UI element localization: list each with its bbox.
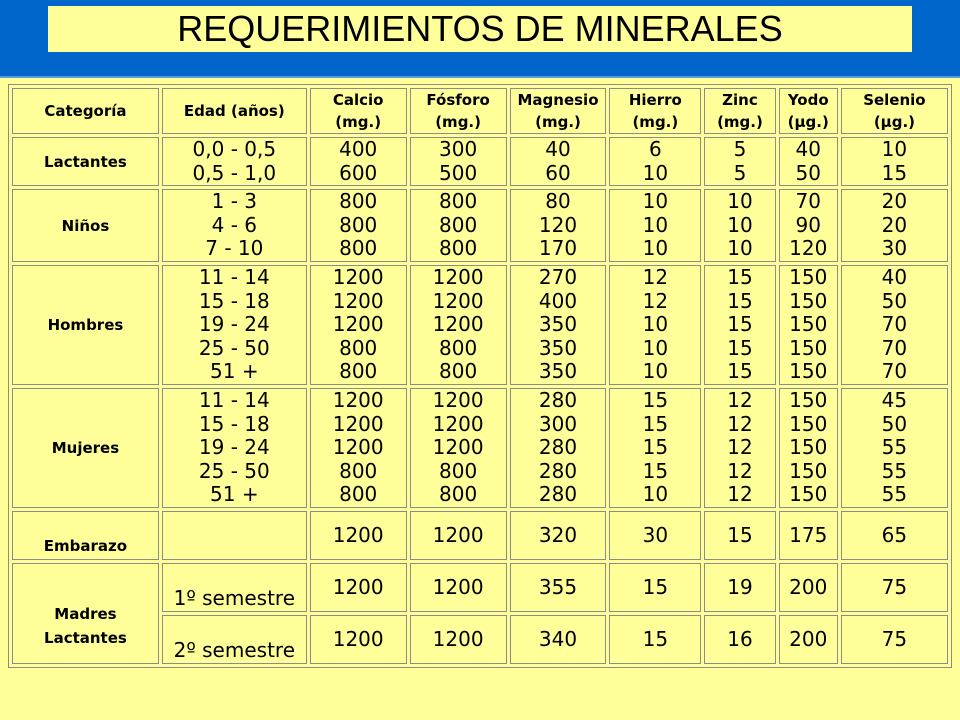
cell-value: 1200 [432, 411, 484, 436]
cell-value: 2º semestre [173, 637, 295, 662]
cell-hierro [609, 388, 701, 508]
cell-value: 800 [439, 482, 478, 507]
cell-value: 6 [648, 137, 662, 161]
cell-edad [162, 563, 307, 612]
category-label: Niños [61, 216, 110, 235]
cell-value: 15 [727, 359, 753, 384]
cell-value: 10 [642, 189, 669, 214]
cell-value: 300 [439, 137, 478, 161]
cell-fosforo [410, 189, 507, 262]
header-label: Categoría [44, 102, 127, 120]
cell-value: 70 [881, 312, 908, 337]
category-label: Lactantes [44, 152, 127, 171]
cell-value: 320 [538, 522, 578, 547]
category-label: Hombres [47, 316, 124, 334]
cell-selenio [841, 563, 948, 612]
category-cell [12, 265, 159, 385]
cell-value: 10 [642, 312, 669, 337]
cell-hierro [609, 265, 701, 385]
cell-value: 12 [642, 265, 669, 290]
cell-value: 19 - 24 [198, 312, 270, 337]
cell-value: 30 [642, 522, 669, 547]
cell-magnesio [510, 137, 607, 186]
cell-value: 15 [727, 522, 753, 547]
cell-fosforo [410, 265, 507, 385]
cell-magnesio [510, 265, 607, 385]
cell-value: 280 [538, 458, 578, 483]
cell-value: 800 [339, 212, 378, 237]
cell-value: 1º semestre [173, 585, 295, 610]
cell-magnesio [510, 615, 607, 664]
cell-value: 7 - 10 [205, 236, 264, 261]
cell-value: 170 [538, 236, 578, 261]
cell-value: 11 - 14 [198, 265, 270, 290]
cell-value: 12 [727, 388, 753, 413]
category-label: Madres Lactantes [44, 604, 127, 647]
header-hierro [609, 88, 701, 134]
cell-value: 12 [727, 435, 753, 460]
header-unit: (mg.) [435, 113, 481, 131]
cell-selenio [841, 137, 948, 186]
header-edad [162, 88, 307, 134]
category-cell [12, 137, 159, 186]
cell-value: 1200 [432, 388, 484, 413]
cell-value: 1200 [332, 312, 384, 337]
cell-value: 10 [642, 236, 669, 261]
cell-edad [162, 189, 307, 262]
cell-value: 280 [538, 482, 578, 507]
cell-value: 800 [439, 335, 478, 360]
cell-value: 40 [795, 137, 821, 161]
cell-value: 50 [881, 288, 908, 313]
header-calcio [310, 88, 407, 134]
cell-value: 150 [789, 482, 828, 507]
cell-value: 11 - 14 [198, 388, 270, 413]
cell-value: 340 [538, 626, 578, 651]
cell-zinc [704, 615, 775, 664]
cell-value: 150 [789, 435, 828, 460]
category-label: Embarazo [43, 537, 128, 555]
cell-value: 15 [642, 411, 669, 436]
cell-value: 150 [789, 265, 828, 290]
cell-value: 75 [881, 574, 908, 599]
category-cell [12, 511, 159, 560]
header-unit: (µg.) [873, 113, 915, 131]
minerals-table [8, 84, 952, 668]
cell-value: 51 + [210, 359, 259, 384]
cell-magnesio [510, 511, 607, 560]
cell-zinc [704, 189, 775, 262]
cell-value: 50 [881, 411, 908, 436]
cell-value: 1200 [332, 574, 384, 599]
cell-value: 280 [538, 435, 578, 460]
cell-value: 15 [881, 160, 908, 185]
cell-selenio [841, 189, 948, 262]
cell-value: 800 [439, 458, 478, 483]
cell-value: 200 [789, 574, 828, 599]
row-embarazo [12, 511, 948, 560]
header-categoria [12, 88, 159, 134]
header-unit: (mg.) [535, 113, 581, 131]
cell-yodo [779, 615, 838, 664]
cell-value: 12 [642, 288, 669, 313]
cell-value: 15 [727, 265, 753, 290]
cell-value: 45 [881, 388, 908, 413]
cell-value: 0,5 - 1,0 [192, 160, 277, 185]
cell-value: 5 [733, 160, 747, 185]
category-cell [12, 388, 159, 508]
cell-yodo [779, 511, 838, 560]
cell-magnesio [510, 388, 607, 508]
cell-zinc [704, 511, 775, 560]
cell-fosforo [410, 511, 507, 560]
header-unit: (mg.) [335, 113, 382, 131]
cell-value: 400 [339, 137, 378, 161]
header-label: Calcio [332, 91, 384, 109]
cell-value: 40 [545, 137, 571, 161]
cell-value: 10 [642, 482, 669, 507]
cell-value: 10 [881, 137, 908, 161]
cell-edad [162, 265, 307, 385]
cell-value: 800 [339, 189, 378, 214]
cell-value: 30 [881, 236, 908, 261]
cell-value: 1200 [332, 435, 384, 460]
cell-value: 10 [727, 189, 753, 214]
cell-value: 150 [789, 312, 828, 337]
cell-value: 70 [795, 189, 821, 214]
cell-value: 50 [795, 160, 821, 185]
cell-yodo [779, 189, 838, 262]
cell-value: 1200 [332, 522, 384, 547]
header-label: Selenio [863, 91, 926, 109]
cell-value: 800 [439, 212, 478, 237]
cell-value: 15 [727, 288, 753, 313]
cell-value: 55 [881, 482, 908, 507]
cell-yodo [779, 388, 838, 508]
header-zinc [704, 88, 775, 134]
cell-value: 5 [733, 137, 747, 161]
cell-value: 120 [789, 236, 828, 261]
cell-calcio [310, 388, 407, 508]
header-label: Fósforo [426, 91, 490, 109]
cell-value: 19 [727, 574, 753, 599]
cell-hierro [609, 615, 701, 664]
cell-value: 70 [881, 335, 908, 360]
header-label: Magnesio [517, 91, 599, 109]
cell-value: 1200 [332, 626, 384, 651]
cell-value: 1200 [332, 265, 384, 290]
cell-edad [162, 388, 307, 508]
cell-value: 70 [881, 359, 908, 384]
cell-hierro [609, 137, 701, 186]
row-mujeres [12, 388, 948, 508]
cell-value: 1200 [432, 435, 484, 460]
row-madres-lactantes-1 [12, 563, 948, 612]
cell-selenio [841, 388, 948, 508]
slide-title: REQUERIMIENTOS DE MINERALES [177, 8, 783, 49]
cell-value: 150 [789, 458, 828, 483]
cell-value: 1200 [432, 288, 484, 313]
cell-value: 1200 [432, 312, 484, 337]
cell-value: 55 [881, 458, 908, 483]
cell-zinc [704, 137, 775, 186]
category-cell [12, 563, 159, 664]
cell-hierro [609, 189, 701, 262]
cell-fosforo [410, 388, 507, 508]
cell-value: 10 [727, 236, 753, 261]
cell-value: 55 [881, 435, 908, 460]
cell-value: 20 [881, 189, 908, 214]
cell-value: 15 [642, 458, 669, 483]
cell-value: 15 [642, 574, 669, 599]
cell-value: 800 [339, 458, 378, 483]
cell-value: 800 [339, 236, 378, 261]
cell-value: 12 [727, 458, 753, 483]
cell-value: 800 [439, 359, 478, 384]
cell-value: 10 [642, 359, 669, 384]
cell-value: 25 - 50 [198, 335, 270, 360]
cell-value: 15 [642, 626, 669, 651]
header-unit: (mg.) [632, 113, 679, 131]
cell-value: 800 [439, 189, 478, 214]
cell-value: 150 [789, 359, 828, 384]
cell-value: 20 [881, 212, 908, 237]
cell-value: 15 [727, 335, 753, 360]
cell-value: 200 [789, 626, 828, 651]
cell-calcio [310, 189, 407, 262]
cell-value: 600 [339, 160, 378, 185]
cell-value: 1200 [432, 574, 484, 599]
cell-value: 400 [538, 288, 578, 313]
header-label: Yodo [787, 91, 829, 109]
cell-value: 60 [545, 160, 571, 185]
cell-yodo [779, 563, 838, 612]
cell-value: 10 [642, 160, 669, 185]
cell-value: 19 - 24 [198, 435, 270, 460]
cell-value: 51 + [210, 482, 259, 507]
category-cell [12, 189, 159, 262]
cell-value: 15 [727, 312, 753, 337]
cell-value: 10 [642, 335, 669, 360]
header-unit: (µg.) [787, 113, 829, 131]
cell-value: 1200 [432, 626, 484, 651]
cell-value: 800 [339, 482, 378, 507]
cell-value: 1200 [332, 288, 384, 313]
cell-edad [162, 511, 307, 560]
category-label: Mujeres [51, 439, 120, 457]
cell-value: 800 [339, 359, 378, 384]
row-ninos [12, 189, 948, 262]
cell-edad [162, 137, 307, 186]
cell-calcio [310, 137, 407, 186]
cell-value: 500 [439, 160, 478, 185]
header-selenio [841, 88, 948, 134]
cell-value: 1200 [432, 522, 484, 547]
cell-yodo [779, 137, 838, 186]
cell-value: 175 [789, 522, 828, 547]
row-lactantes [12, 137, 948, 186]
header-label: Zinc [722, 91, 758, 109]
cell-value: 1200 [432, 265, 484, 290]
header-magnesio [510, 88, 607, 134]
cell-value: 15 [642, 435, 669, 460]
cell-calcio [310, 615, 407, 664]
cell-zinc [704, 388, 775, 508]
cell-value: 150 [789, 388, 828, 413]
cell-value: 0,0 - 0,5 [192, 137, 277, 161]
cell-value: 25 - 50 [198, 458, 270, 483]
cell-value: 800 [439, 236, 478, 261]
cell-fosforo [410, 137, 507, 186]
cell-value: 15 - 18 [198, 288, 270, 313]
row-hombres [12, 265, 948, 385]
cell-value: 15 [642, 388, 669, 413]
title-box [48, 6, 912, 52]
cell-selenio [841, 265, 948, 385]
cell-value: 1200 [332, 411, 384, 436]
cell-value: 90 [795, 212, 821, 237]
cell-value: 4 - 6 [211, 212, 257, 237]
cell-value: 355 [538, 574, 578, 599]
cell-value: 75 [881, 626, 908, 651]
cell-calcio [310, 563, 407, 612]
cell-value: 270 [538, 265, 578, 290]
header-band [0, 0, 960, 78]
header-row [12, 88, 948, 134]
header-label: Edad (años) [183, 102, 285, 120]
cell-value: 150 [789, 411, 828, 436]
cell-selenio [841, 511, 948, 560]
header-fosforo [410, 88, 507, 134]
cell-edad [162, 615, 307, 664]
cell-value: 65 [881, 522, 908, 547]
cell-value: 150 [789, 335, 828, 360]
cell-fosforo [410, 615, 507, 664]
cell-value: 12 [727, 482, 753, 507]
cell-value: 15 - 18 [198, 411, 270, 436]
cell-value: 350 [538, 359, 578, 384]
cell-zinc [704, 563, 775, 612]
header-yodo [779, 88, 838, 134]
header-label: Hierro [628, 91, 682, 109]
cell-value: 1 - 3 [211, 189, 257, 214]
cell-value: 350 [538, 335, 578, 360]
cell-calcio [310, 265, 407, 385]
cell-value: 12 [727, 411, 753, 436]
cell-value: 1200 [332, 388, 384, 413]
cell-zinc [704, 265, 775, 385]
cell-value: 350 [538, 312, 578, 337]
cell-value: 300 [538, 411, 578, 436]
cell-value: 800 [339, 335, 378, 360]
cell-value: 280 [538, 388, 578, 413]
header-unit: (mg.) [717, 113, 763, 131]
cell-calcio [310, 511, 407, 560]
cell-value: 16 [727, 626, 753, 651]
cell-fosforo [410, 563, 507, 612]
cell-value: 40 [881, 265, 908, 290]
cell-value: 150 [789, 288, 828, 313]
cell-magnesio [510, 563, 607, 612]
cell-value: 80 [545, 189, 571, 214]
cell-value: 10 [727, 212, 753, 237]
cell-hierro [609, 563, 701, 612]
cell-value: 120 [538, 212, 578, 237]
cell-yodo [779, 265, 838, 385]
cell-value: 10 [642, 212, 669, 237]
cell-hierro [609, 511, 701, 560]
cell-magnesio [510, 189, 607, 262]
cell-selenio [841, 615, 948, 664]
